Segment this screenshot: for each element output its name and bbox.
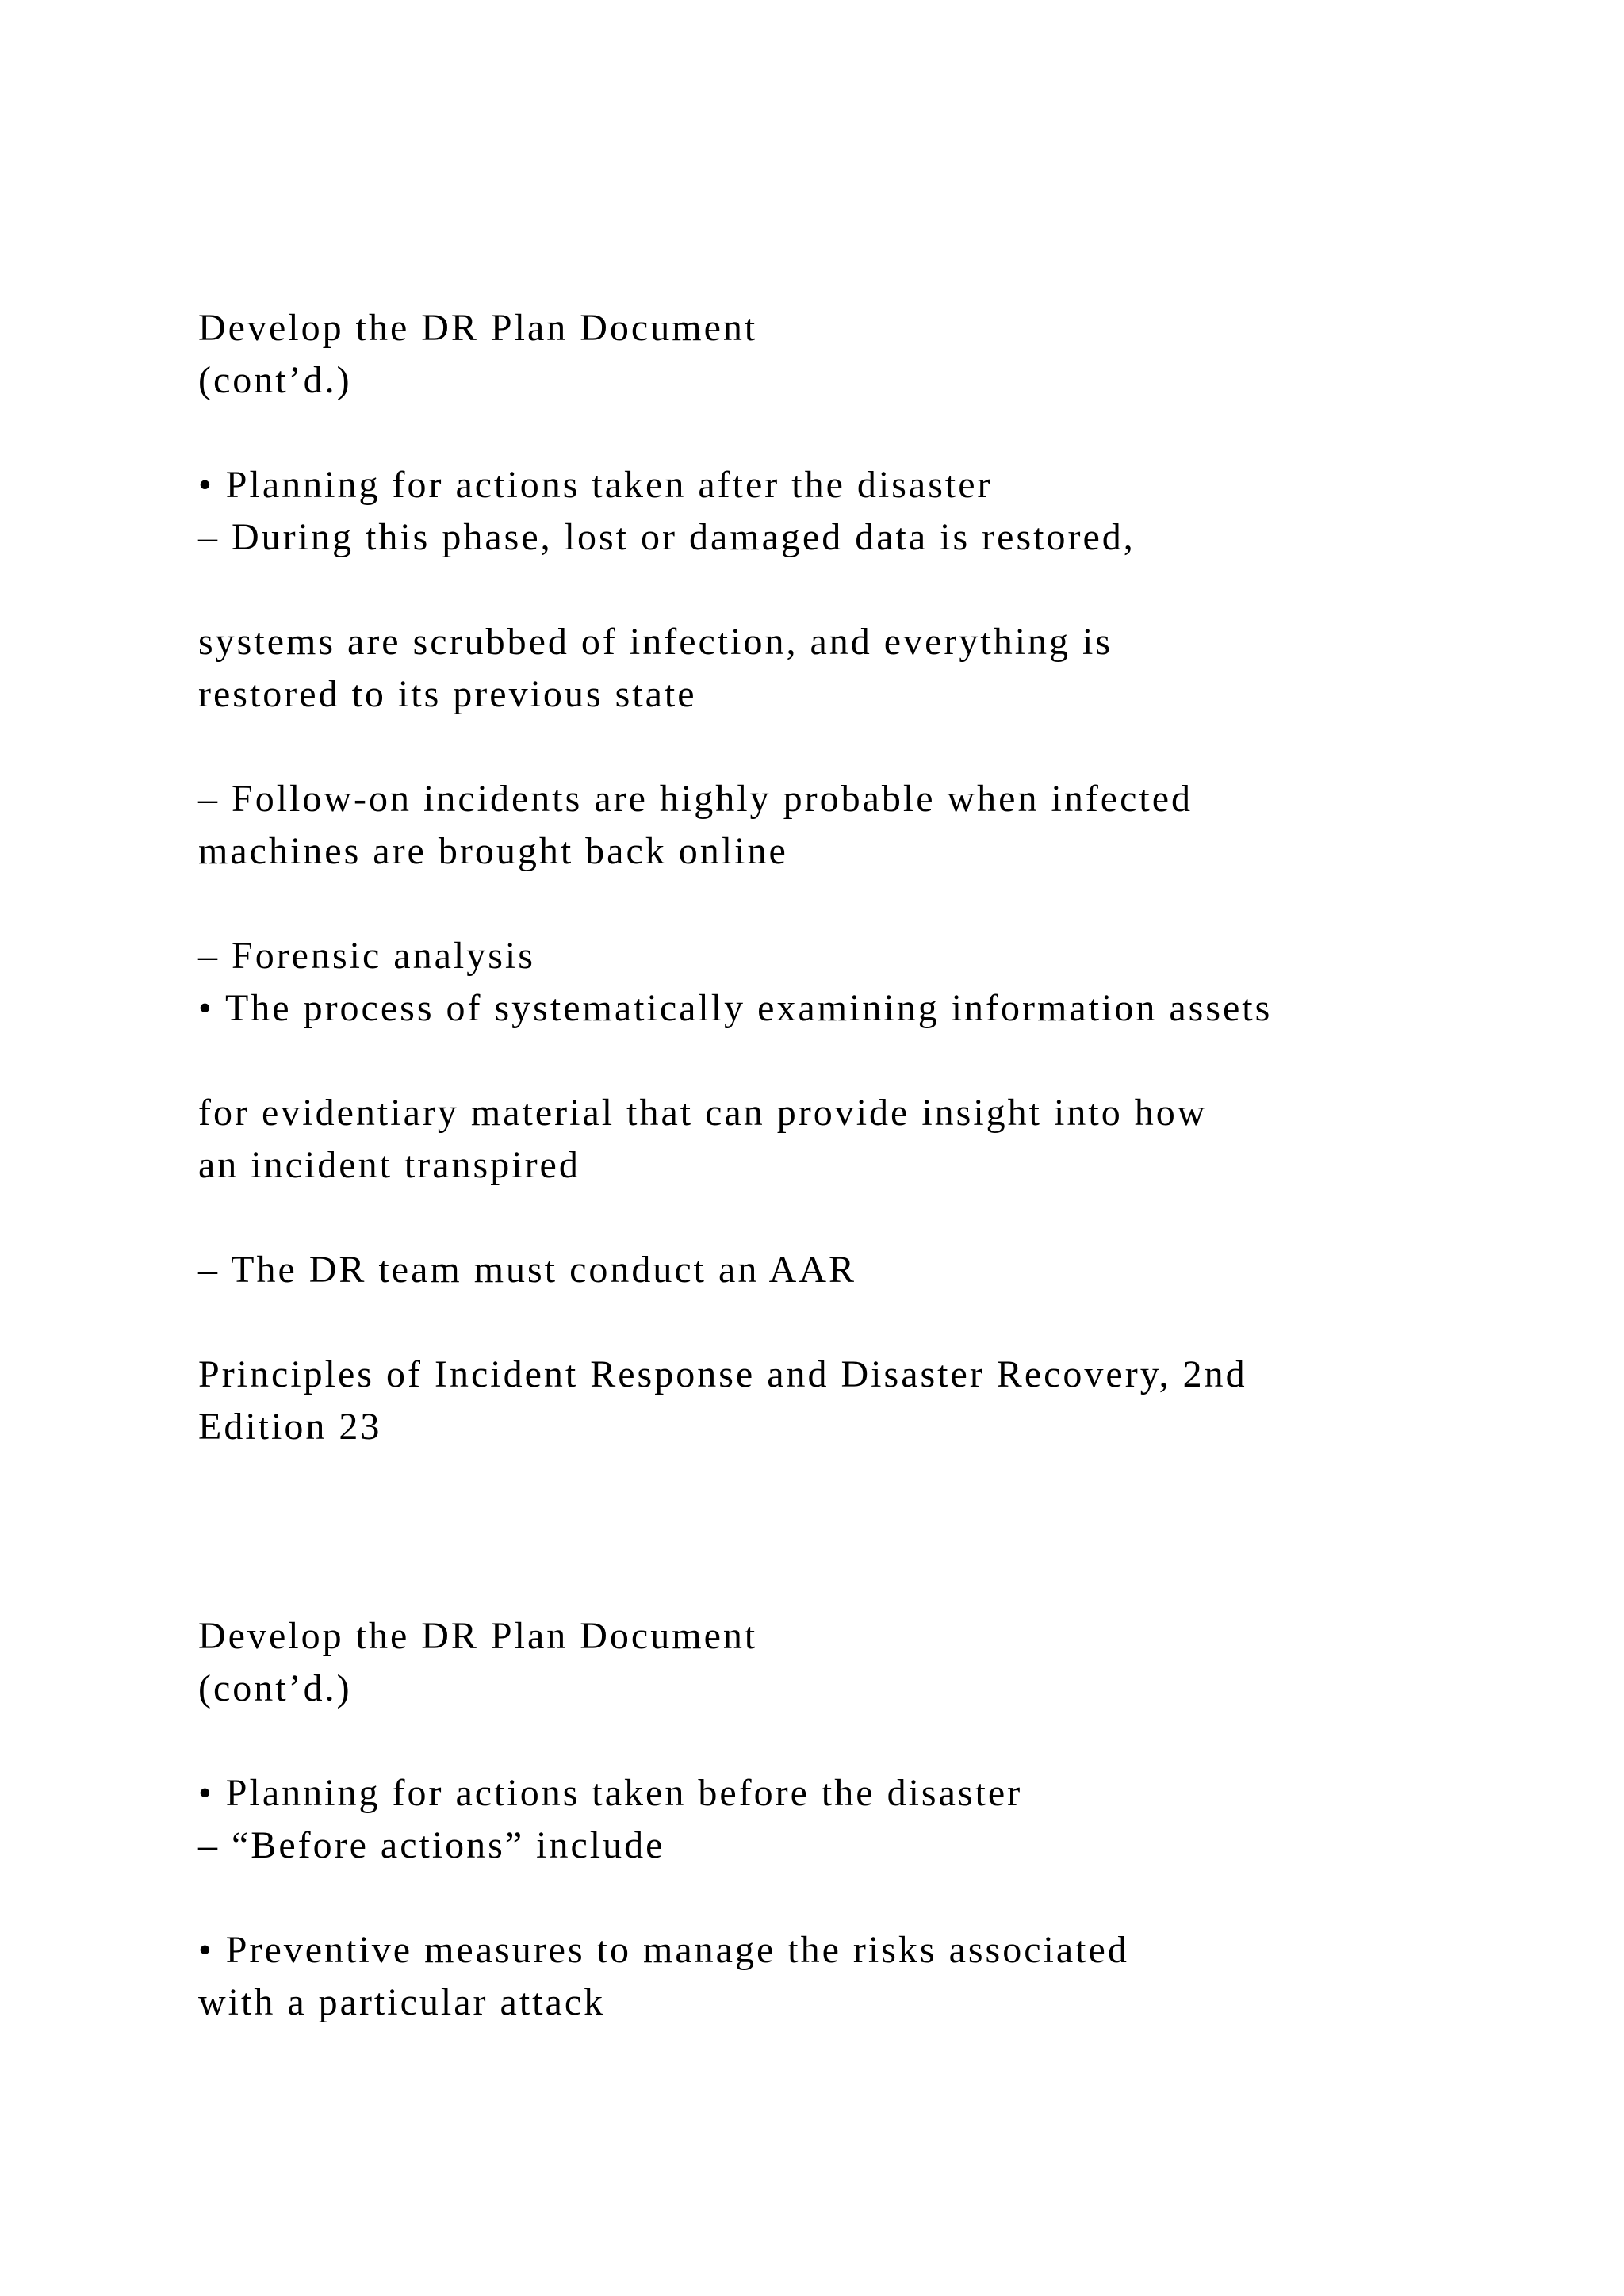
section1-bullet-after-disaster: • Planning for actions taken after the disaster <box>198 464 993 506</box>
section1-subbullet-aar: – The DR team must conduct an AAR <box>198 1249 857 1291</box>
section1-heading-line2: (cont’d.) <box>198 359 352 401</box>
section2-text-attack: with a particular attack <box>198 1981 606 2023</box>
section1-text-transpired: an incident transpired <box>198 1144 580 1186</box>
section1-subbullet-restore: – During this phase, lost or damaged data is restored, <box>198 516 1136 558</box>
section1-text-evidentiary: for evidentiary material that can provide insight into how <box>198 1092 1208 1134</box>
section2-heading-line2: (cont’d.) <box>198 1667 352 1709</box>
section1-text-restored: restored to its previous state <box>198 673 697 715</box>
section1-subbullet-forensic: – Forensic analysis <box>198 935 535 977</box>
section1-subbullet-follow-on: – Follow-on incidents are highly probable when infected <box>198 778 1193 820</box>
section1-bullet-process: • The process of systematically examining information assets <box>198 987 1273 1029</box>
section2-heading-line1: Develop the DR Plan Document <box>198 1615 758 1657</box>
section1-footer-line1: Principles of Incident Response and Disaster Recovery, 2nd <box>198 1353 1247 1395</box>
section1-footer-line2: Edition 23 <box>198 1406 382 1448</box>
section1-heading-line1: Develop the DR Plan Document <box>198 307 758 349</box>
section2-subbullet-before-actions: – “Before actions” include <box>198 1824 665 1866</box>
section2-bullet-before-disaster: • Planning for actions taken before the disaster <box>198 1772 1023 1814</box>
section1-text-machines: machines are brought back online <box>198 830 788 872</box>
section2-bullet-preventive: • Preventive measures to manage the risks associated <box>198 1929 1129 1971</box>
section1-text-scrubbed: systems are scrubbed of infection, and everything is <box>198 621 1113 663</box>
